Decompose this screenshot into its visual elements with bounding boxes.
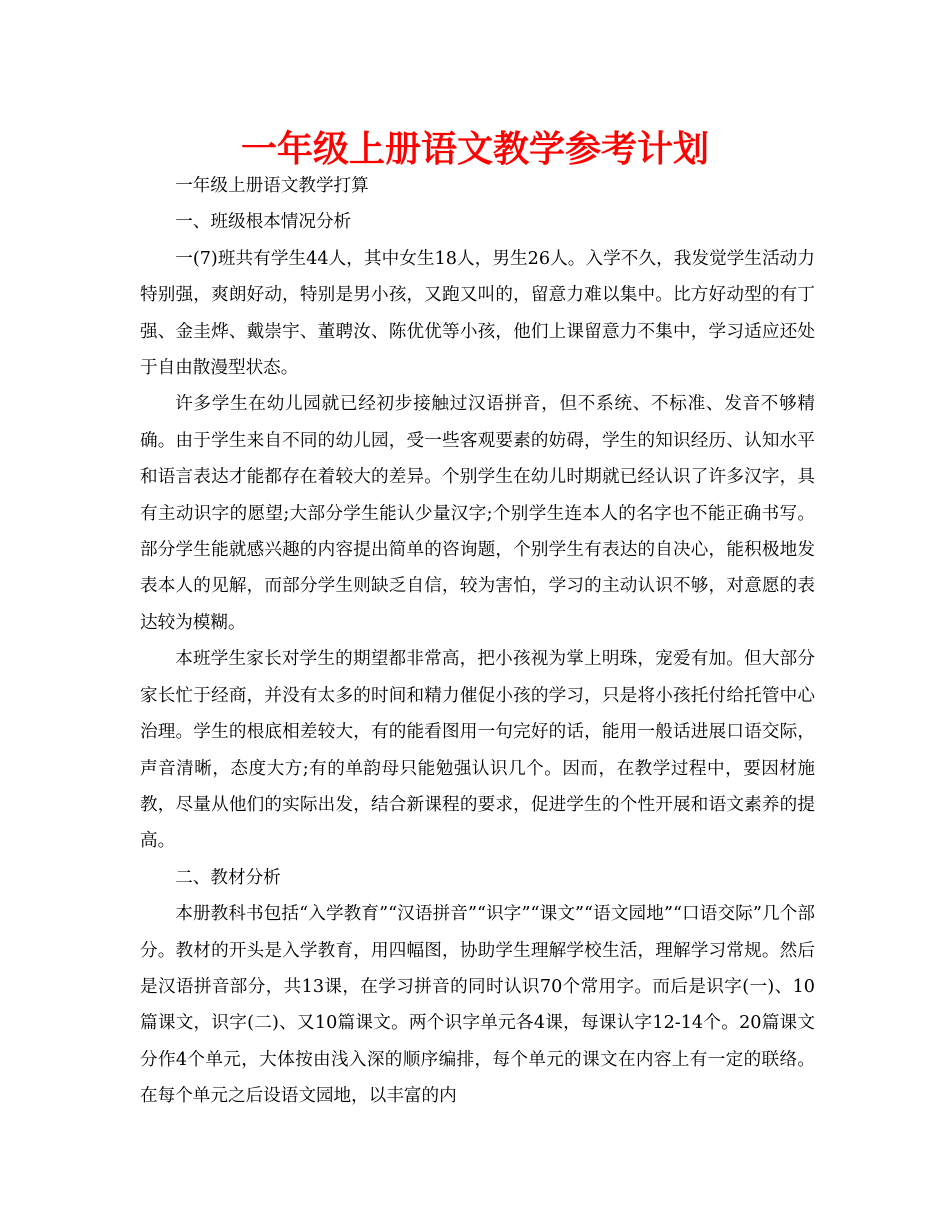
body-paragraph-subtitle: 一年级上册语文教学打算 [175,176,369,196]
document-body [140,168,815,1115]
body-paragraph: 本班学生家长对学生的期望都非常高，把小孩视为掌上明珠，宠爱有加。但大部分家长忙于经商，并没有太多的时间和精力催促小孩的学习，只是将小孩托付给托管中心治理。学生的根底相差较大，有的能看图用一句完好的话，能用一般话进展口语交际，声音清晰，态度大方;有的单韵母只能勉强认识几个。因而，在教学过程中，要因材施教，尽量从他们的实际出发，结合新课程的要求，促进学生的个性开展和语文素养的提高。 [140,649,815,852]
body-paragraph: 许多学生在幼儿园就已经初步接触过汉语拼音，但不系统、不标准、发音不够精确。由于学生来自不同的幼儿园，受一些客观要素的妨碍，学生的知识经历、认知水平和语言表达才能都存在着较大的差异。个别学生在幼儿时期就已经认识了许多汉字，具有主动识字的愿望;大部分学生能认少量汉字;个别学生连本人的名字也不能正确书写。部分学生能就感兴趣的内容提出简单的咨询题，个别学生有表达的自决心，能积极地发表本人的见解，而部分学生则缺乏自信，较为害怕，学习的主动认识不够，对意愿的表达较为模糊。 [140,394,815,633]
section-heading-class-analysis: 一、班级根本情况分析 [175,212,352,233]
section-heading-textbook-analysis: 二、教材分析 [175,867,281,888]
body-paragraph: 一(7)班共有学生44人，其中女生18人，男生26人。入学不久，我发觉学生活动力特别强，爽朗好动，特别是男小孩，又跑又叫的，留意力难以集中。比方好动型的有丁强、金圭烨、戴崇宇、董聘汝、陈优优等小孩，他们上课留意力不集中，学习适应还处于自由散漫型状态。 [140,248,815,379]
body-paragraph: 本册教科书包括“入学教育”“汉语拼音”“识字”“课文”“语文园地”“口语交际”几个部分。教材的开头是入学教育，用四幅图，协助学生理解学校生活，理解学习常规。然后是汉语拼音部分，共13课，在学习拼音的同时认识70个常用字。而后是识字(一)、10篇课文，识字(二)、又10篇课文。两个识字单元各4课，每课认字12-14个。20篇课文分作4个单元，大体按由浅入深的顺序编排，每个单元的课文在内容上有一定的联络。在每个单元之后设语文园地，以丰富的内 [140,904,815,1107]
document-title: 一年级上册语文教学参考计划 [240,129,709,170]
